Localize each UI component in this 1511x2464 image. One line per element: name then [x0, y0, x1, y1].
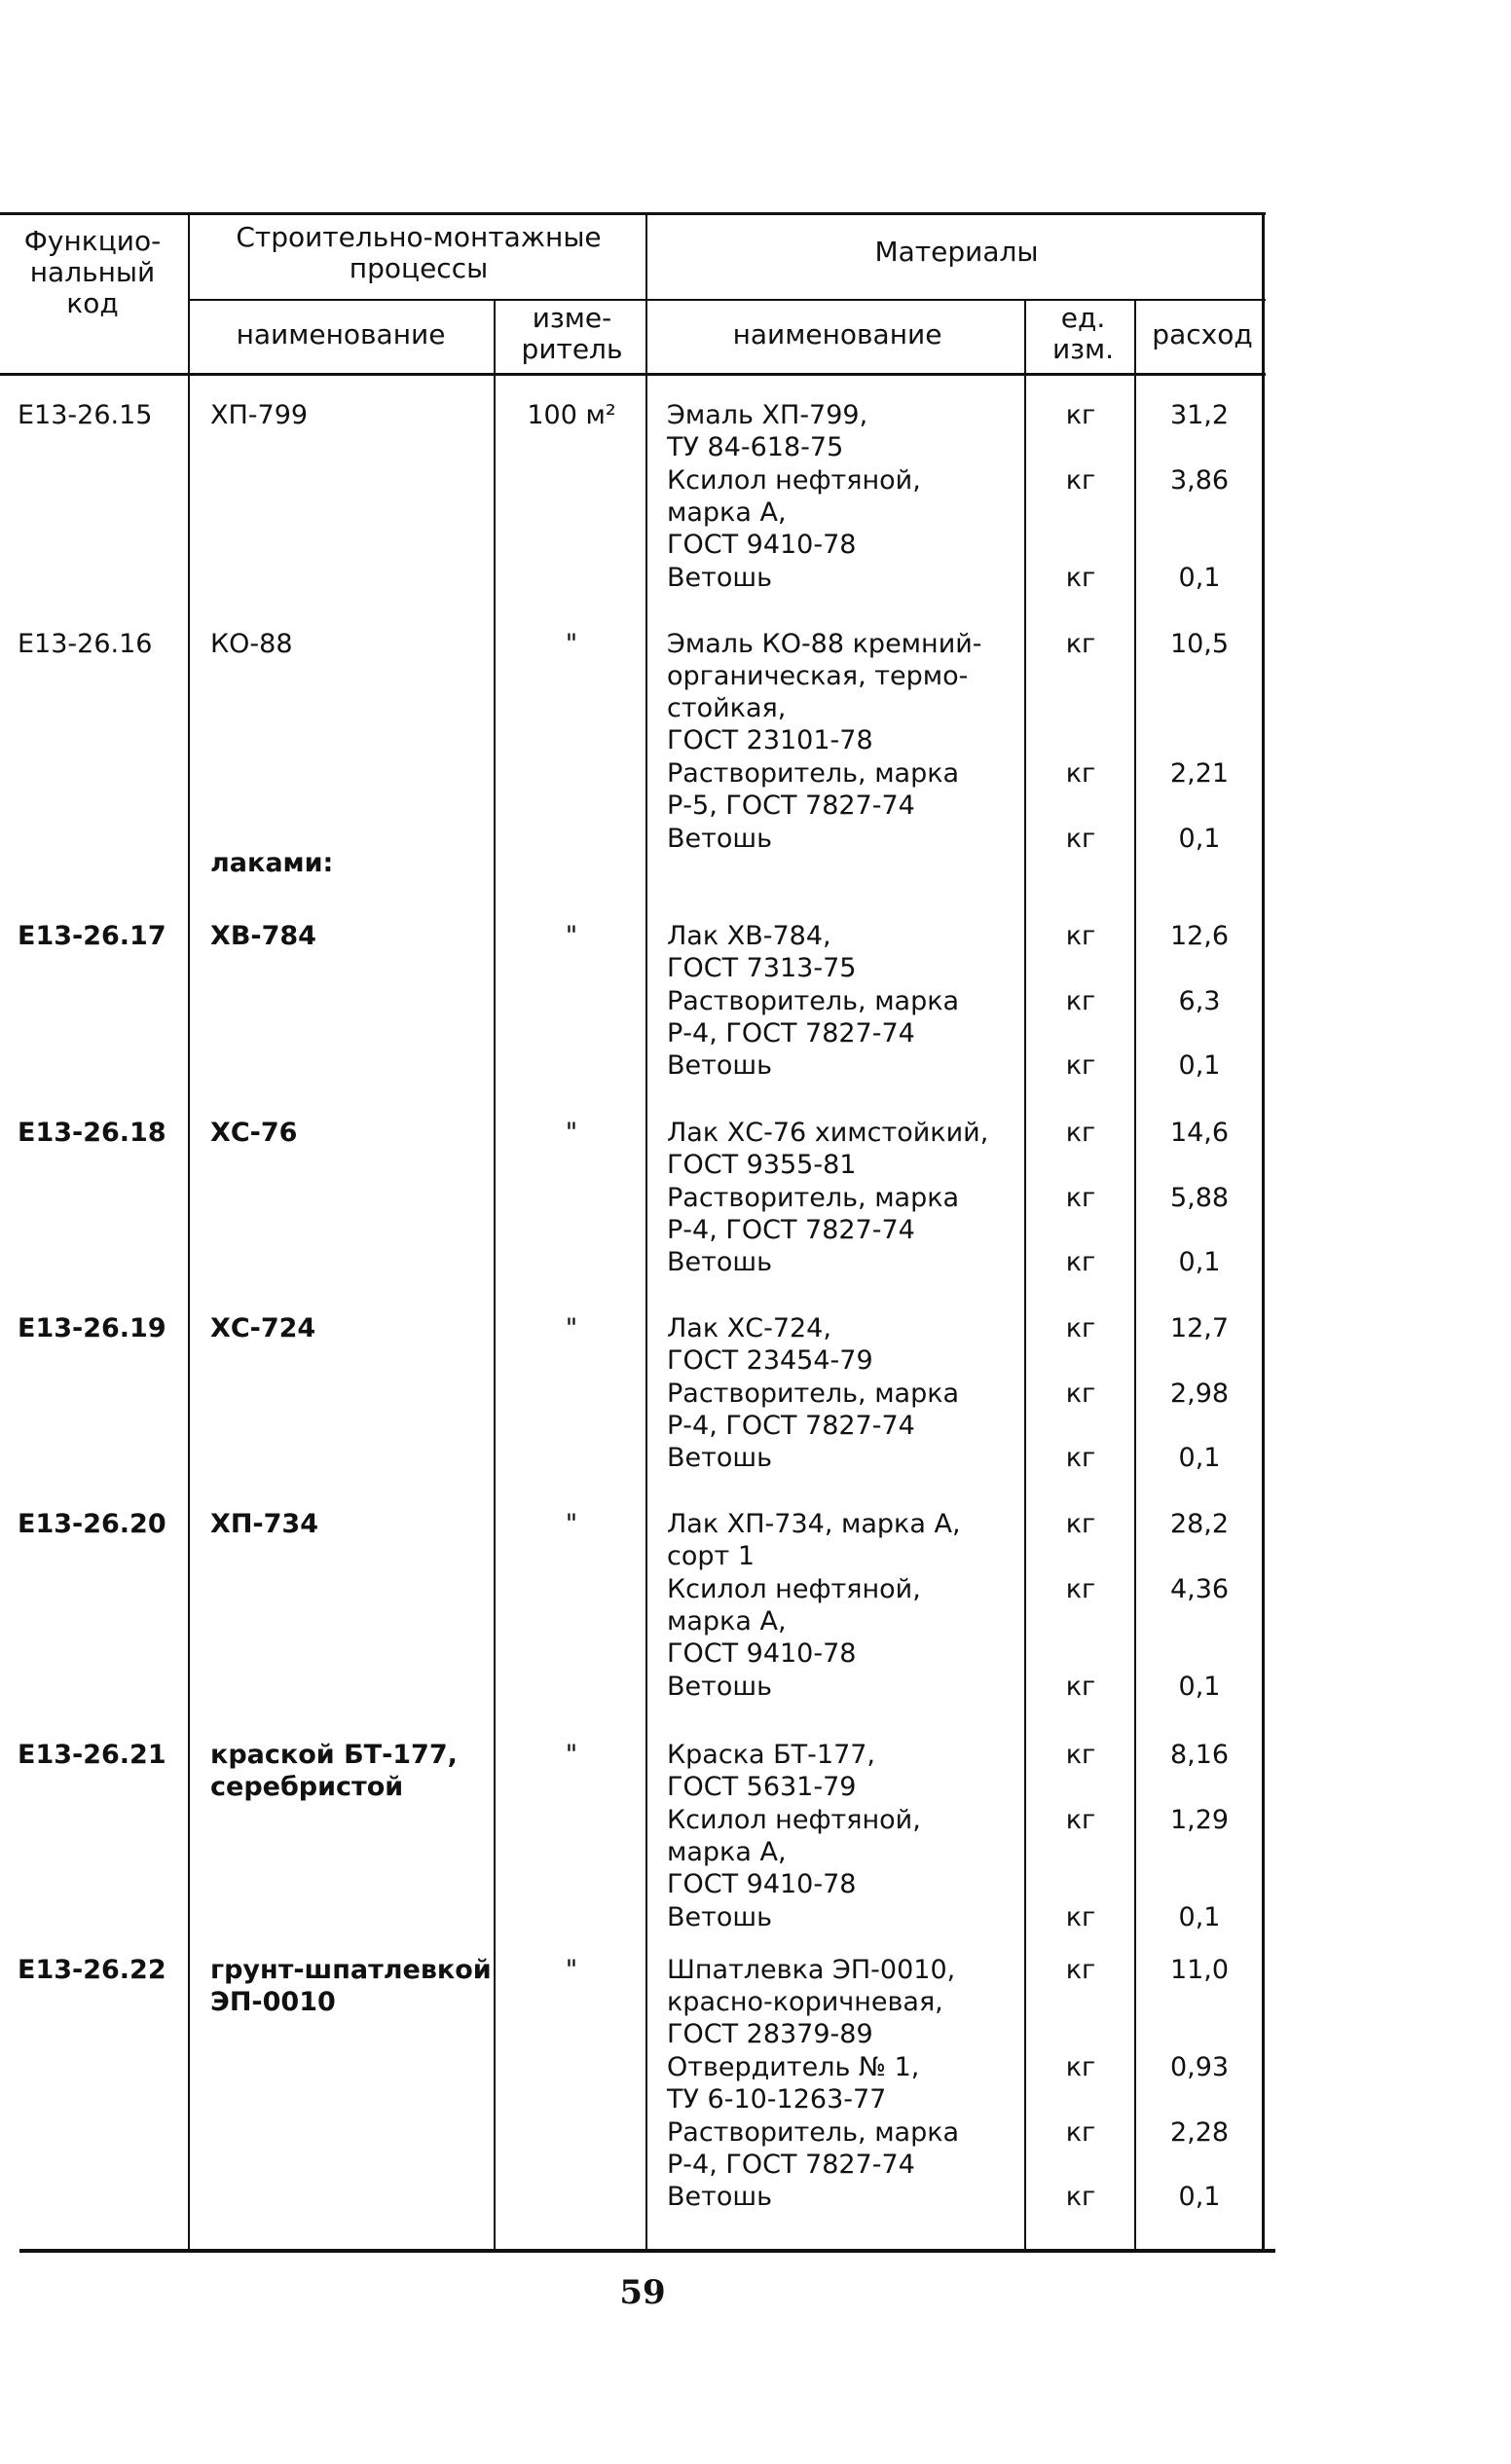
row-process-name: ХП-799: [210, 400, 309, 430]
material-amount: 0,1: [1178, 2182, 1221, 2213]
material-amount: 10,5: [1169, 629, 1230, 659]
material-amount: 2,28: [1169, 2116, 1230, 2148]
row-process-name: ХП-734: [210, 1509, 318, 1539]
material-name: Растворитель, марка Р-4, ГОСТ 7827-74: [667, 2116, 960, 2180]
material-amount: 2,21: [1169, 758, 1230, 790]
material-unit: кг: [1065, 758, 1096, 790]
column-rule: [645, 212, 647, 2251]
material-unit: кг: [1065, 823, 1096, 854]
row-code: Е13-26.17: [18, 921, 166, 951]
material-amount: 6,3: [1178, 985, 1221, 1016]
material-amount: 0,1: [1178, 1901, 1221, 1932]
material-unit: кг: [1065, 921, 1096, 951]
material-amount: 0,1: [1178, 1671, 1221, 1702]
header-process-measure: изме- ритель: [521, 302, 623, 365]
material-amount: 1,29: [1169, 1804, 1230, 1835]
material-unit: кг: [1065, 1955, 1096, 1985]
material-name: Ветошь: [667, 562, 772, 593]
material-name: Растворитель, марка Р-4, ГОСТ 7827-74: [667, 1182, 960, 1245]
material-amount: 0,1: [1178, 1247, 1221, 1278]
material-unit: кг: [1065, 1573, 1096, 1604]
material-name: Краска БТ-177, ГОСТ 5631-79: [667, 1740, 876, 1802]
material-name: Ветошь: [667, 2182, 772, 2213]
material-name: Растворитель, марка Р-4, ГОСТ 7827-74: [667, 1378, 960, 1441]
row-measure: ": [565, 921, 578, 951]
row-process-name: КО-88: [210, 629, 293, 659]
material-unit: кг: [1065, 464, 1096, 496]
header-processes-group: Строительно-монтажные процессы: [236, 221, 602, 284]
row-code: Е13-26.22: [18, 1955, 166, 1985]
row-code: Е13-26.15: [18, 400, 153, 430]
material-amount: 12,6: [1169, 921, 1230, 951]
material-unit: кг: [1065, 2182, 1096, 2213]
material-unit: кг: [1065, 400, 1096, 430]
subheading: лаками:: [210, 848, 334, 878]
material-unit: кг: [1065, 562, 1096, 593]
material-name: Ксилол нефтяной, марка А, ГОСТ 9410-78: [667, 1804, 921, 1899]
page-number: 59: [619, 2273, 666, 2312]
material-name: Лак ХВ-784, ГОСТ 7313-75: [667, 921, 857, 983]
material-name: Лак ХП-734, марка А, сорт 1: [667, 1509, 961, 1571]
row-code: Е13-26.21: [18, 1740, 166, 1770]
row-code: Е13-26.19: [18, 1313, 166, 1343]
row-measure: 100 м²: [527, 400, 616, 430]
header-process-name: наименование: [236, 318, 446, 350]
row-process-name: краской БТ-177, серебристой: [210, 1740, 458, 1802]
material-unit: кг: [1065, 1804, 1096, 1835]
material-unit: кг: [1065, 985, 1096, 1016]
material-unit: кг: [1065, 1182, 1096, 1213]
row-measure: ": [565, 1313, 578, 1343]
material-unit: кг: [1065, 1378, 1096, 1409]
header-functional-code: Функцио- нальный код: [23, 225, 162, 319]
row-process-name: ХС-724: [210, 1313, 316, 1343]
material-name: Эмаль КО-88 кремний- органическая, термо- стойкая, ГОСТ 23101-78: [667, 629, 982, 755]
material-amount: 0,1: [1178, 823, 1221, 854]
row-process-name: ХС-76: [210, 1118, 298, 1148]
column-rule: [1024, 299, 1026, 2251]
material-amount: 31,2: [1169, 400, 1230, 430]
material-amount: 0,1: [1178, 1050, 1221, 1082]
material-name: Лак ХС-76 химстойкий, ГОСТ 9355-81: [667, 1118, 989, 1180]
material-amount: 4,36: [1169, 1573, 1230, 1604]
column-rule: [1134, 299, 1136, 2251]
material-name: Ветошь: [667, 1671, 772, 1702]
row-process-name: грунт-шпатлевкой ЭП-0010: [210, 1955, 492, 2017]
material-amount: 0,93: [1169, 2051, 1230, 2082]
material-amount: 2,98: [1169, 1378, 1230, 1409]
column-rule: [494, 299, 496, 2251]
material-unit: кг: [1065, 2116, 1096, 2148]
row-measure: ": [565, 1740, 578, 1770]
header-mid-rule: [188, 299, 1266, 301]
material-name: Ксилол нефтяной, марка А, ГОСТ 9410-78: [667, 464, 921, 560]
row-process-name: ХВ-784: [210, 921, 316, 951]
row-measure: ": [565, 1955, 578, 1985]
material-name: Эмаль ХП-799, ТУ 84-618-75: [667, 400, 868, 462]
row-measure: ": [565, 1118, 578, 1148]
material-amount: 14,6: [1169, 1118, 1230, 1148]
material-amount: 3,86: [1169, 464, 1230, 496]
material-name: Шпатлевка ЭП-0010, красно-коричневая, ГОСТ 28379-89: [667, 1955, 956, 2049]
material-amount: 12,7: [1169, 1313, 1230, 1343]
header-material-name: наименование: [732, 318, 942, 350]
header-consumption: расход: [1152, 318, 1253, 350]
material-amount: 8,16: [1169, 1740, 1230, 1770]
material-name: Растворитель, марка Р-5, ГОСТ 7827-74: [667, 758, 960, 822]
material-amount: 11,0: [1169, 1955, 1230, 1985]
material-unit: кг: [1065, 629, 1096, 659]
material-name: Ветошь: [667, 1050, 772, 1082]
material-unit: кг: [1065, 1671, 1096, 1702]
material-name: Ветошь: [667, 1901, 772, 1932]
material-amount: 0,1: [1178, 1443, 1221, 1474]
material-unit: кг: [1065, 1118, 1096, 1148]
material-name: Ксилол нефтяной, марка А, ГОСТ 9410-78: [667, 1573, 921, 1669]
material-unit: кг: [1065, 2051, 1096, 2082]
row-code: Е13-26.20: [18, 1509, 166, 1539]
material-name: Лак ХС-724, ГОСТ 23454-79: [667, 1313, 873, 1376]
material-name: Ветошь: [667, 823, 772, 854]
material-unit: кг: [1065, 1509, 1096, 1539]
row-measure: ": [565, 1509, 578, 1539]
row-code: Е13-26.18: [18, 1118, 166, 1148]
material-amount: 28,2: [1169, 1509, 1230, 1539]
material-amount: 5,88: [1169, 1182, 1230, 1213]
header-materials-group: Материалы: [874, 236, 1039, 268]
material-name: Растворитель, марка Р-4, ГОСТ 7827-74: [667, 985, 960, 1048]
material-unit: кг: [1065, 1050, 1096, 1082]
material-amount: 0,1: [1178, 562, 1221, 593]
row-code: Е13-26.16: [18, 629, 153, 659]
material-name: Отвердитель № 1, ТУ 6-10-1263-77: [667, 2051, 920, 2115]
material-unit: кг: [1065, 1247, 1096, 1278]
material-name: Ветошь: [667, 1247, 772, 1278]
material-unit: кг: [1065, 1740, 1096, 1770]
material-unit: кг: [1065, 1901, 1096, 1932]
material-unit: кг: [1065, 1313, 1096, 1343]
header-unit: ед. изм.: [1051, 302, 1115, 365]
table-bottom-rule: [19, 2249, 1275, 2253]
table-top-rule: [0, 212, 1266, 215]
material-unit: кг: [1065, 1443, 1096, 1474]
header-bottom-rule: [0, 373, 1266, 376]
material-name: Ветошь: [667, 1443, 772, 1474]
column-rule: [1262, 212, 1265, 2251]
column-rule: [188, 212, 190, 2251]
row-measure: ": [565, 629, 578, 659]
